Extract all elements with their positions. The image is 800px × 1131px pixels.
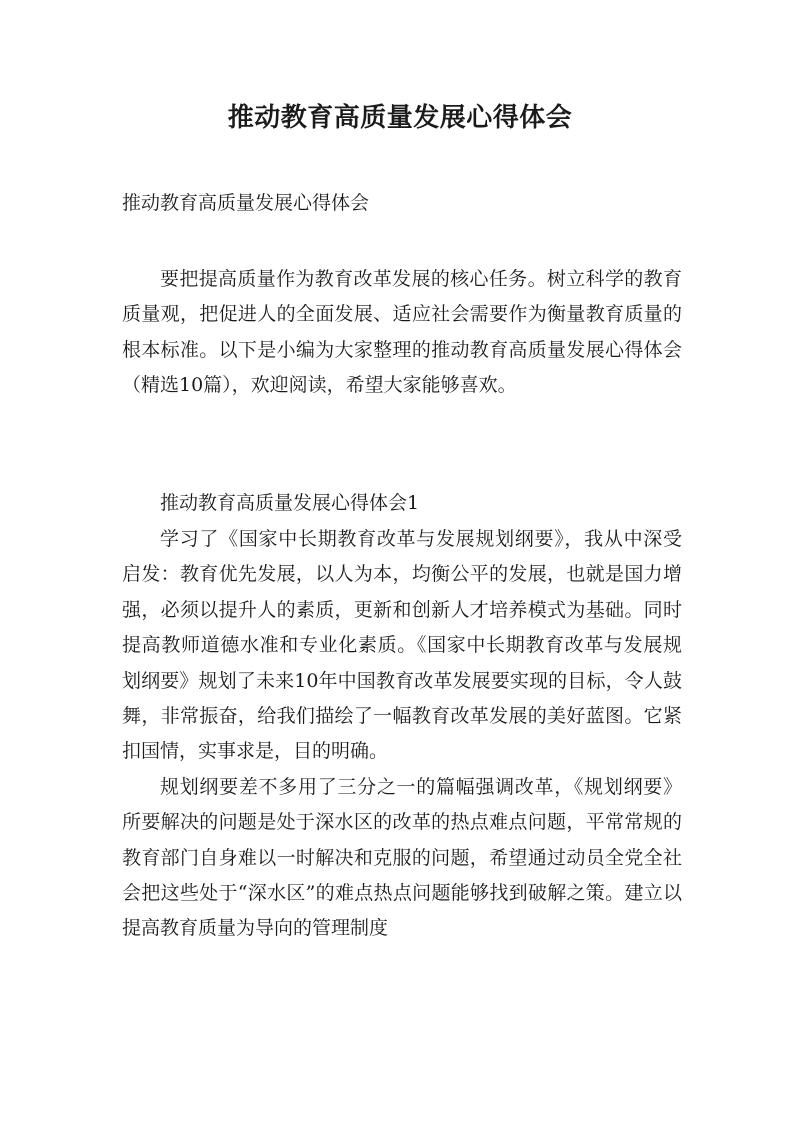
section-body bbox=[122, 522, 682, 947]
body-paragraph-1: 学习了《国家中长期教育改革与发展规划纲要》，我从中深受启发：教育优先发展，以人为本，均衡公平的发展，也就是国力增强，必须以提升人的素质，更新和创新人才培养模式为基础。同时提高教师道德水准和专业化素质。《国家中长期教育改革与发展规划纲要》规划了未来10年中国教育改革发展要实现的目标，令人鼓舞，非常振奋，给我们描绘了一幅教育改革发展的美好蓝图。它紧扣国情，实事求是，目的明确。 bbox=[122, 528, 682, 763]
intro-block bbox=[122, 262, 682, 404]
intro-paragraph: 要把提高质量作为教育改革发展的核心任务。树立科学的教育质量观，把促进人的全面发展、适应社会需要作为衡量教育质量的根本标准。以下是小编为大家整理的推动教育高质量发展心得体会（精选10篇），欢迎阅读，希望大家能够喜欢。 bbox=[122, 268, 682, 397]
body-paragraph-2: 规划纲要差不多用了三分之一的篇幅强调改革，《规划纲要》所要解决的问题是处于深水区的改革的热点难点问题，平常常规的教育部门自身难以一时解决和克服的问题，希望通过动员全党全社会把这些处于“深水区”的难点热点问题能够找到破解之策。建立以提高教育质量为导向的管理制度 bbox=[122, 775, 682, 940]
section-heading: 推动教育高质量发展心得体会1 bbox=[160, 492, 420, 514]
document-title: 推动教育高质量发展心得体会 bbox=[227, 103, 573, 133]
document-subtitle: 推动教育高质量发展心得体会 bbox=[122, 192, 370, 214]
